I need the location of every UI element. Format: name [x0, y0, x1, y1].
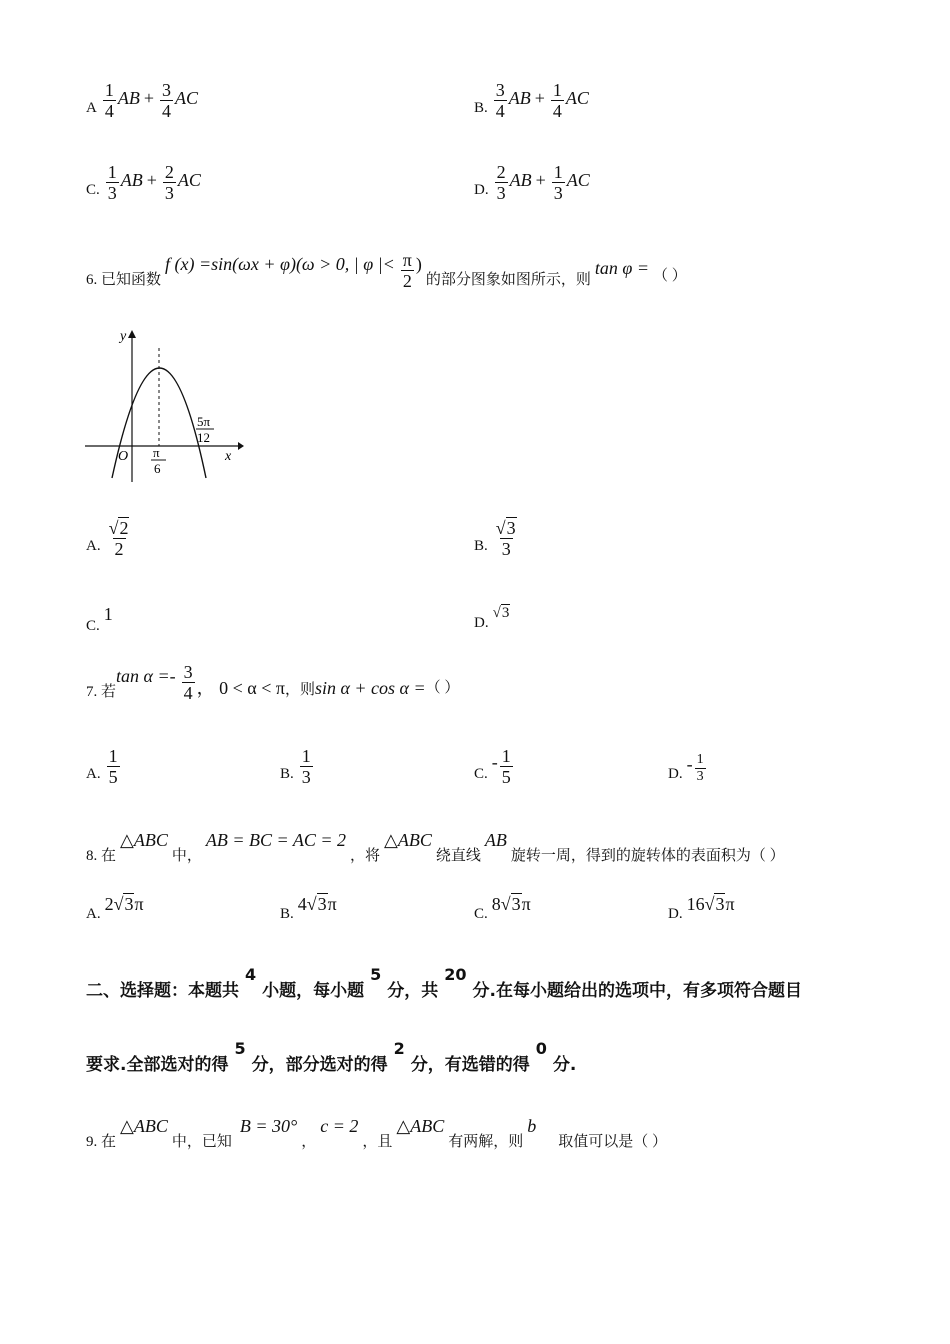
- triangle-abc: △ABC: [120, 830, 168, 850]
- pi-over-2: $\frac{\pi}{2}$: [402, 250, 412, 291]
- option-label: B.: [280, 766, 294, 783]
- coef-frac: $\frac{1}{3}$: [107, 162, 117, 203]
- triangle-abc: △ABC: [384, 830, 432, 850]
- triangle-abc: △ABC: [120, 1116, 168, 1136]
- question-number: 8. 在: [86, 848, 117, 864]
- question-6: 6. 已知函数 f (x) =sin(ωx + φ)(ω > 0, | φ |< $\frac{\pi}{2}$ ) 的部分图象如图所示，则 tan φ = （ ）: [86, 250, 687, 291]
- axis-x-label: x: [225, 449, 232, 464]
- question-7: 7. 若tan α =- $\frac{3}{4}$ ， 0 < α < π，则sin α + cos α =（ ）: [86, 662, 460, 703]
- question-number: 7. 若: [86, 684, 117, 701]
- side-b: b: [527, 1116, 537, 1136]
- coef-frac: $\frac{1}{3}$: [553, 162, 563, 203]
- section-2-line-2: 要求.全部选对的得5分，部分选对的得2分，有选错的得0分.: [86, 1039, 577, 1075]
- coef-frac: $\frac{1}{4}$: [104, 80, 114, 121]
- vector-ac: AC: [175, 88, 199, 109]
- option-label: B.: [280, 906, 294, 922]
- q7-option-d: D. - $\frac{1}{3}$: [668, 752, 704, 784]
- q6-option-d: [474, 604, 510, 631]
- question-8: 8. 在 △ABC 中， AB = BC = AC = 2 ，将 △ABC 绕直线 AB 旋转一周，得到的旋转体的表面积为（ ）: [86, 830, 785, 864]
- option-label: C.: [86, 182, 100, 199]
- vector-ab: AB: [508, 88, 531, 109]
- minus-3-over-4: $\frac{3}{4}$: [183, 662, 193, 703]
- q5-option-c: C. $\frac{1}{3}$ AB + $\frac{2}{3}$ AC: [86, 162, 201, 203]
- tick-5pi12-den: 12: [197, 430, 210, 445]
- vector-ab: AB: [509, 170, 532, 191]
- frac-1-5: $\frac{1}{5}$: [108, 746, 118, 787]
- tick-5pi12-num: 5π: [197, 414, 211, 429]
- tick-pi6-den: 6: [154, 461, 161, 476]
- frac-minus-1-5: $\frac{1}{5}$: [501, 746, 511, 787]
- option-label: A.: [86, 766, 101, 783]
- question-text: 的部分图象如图所示，则: [425, 272, 591, 289]
- option-label: A: [86, 100, 97, 117]
- vector-ac: AC: [565, 88, 589, 109]
- question-number: 9. 在: [86, 1134, 117, 1150]
- q5-option-d: D. $\frac{2}{3}$ AB + $\frac{1}{3}$ AC: [474, 162, 590, 203]
- q6-option-b: [474, 518, 521, 559]
- q8-option-d: D. 16√3π: [668, 894, 735, 922]
- q8-option-a: A. 2√3π: [86, 894, 144, 922]
- tan-alpha: tan α =-: [116, 666, 176, 687]
- origin-label: O: [118, 449, 129, 464]
- sqrt3-over-3: $\frac{√3}{3}$: [495, 518, 516, 559]
- coef-frac: $\frac{3}{4}$: [162, 80, 171, 121]
- coef-frac: $\frac{2}{3}$: [496, 162, 506, 203]
- option-label: D.: [668, 766, 683, 783]
- vector-ab: AB: [117, 88, 140, 109]
- vector-ab: AB: [120, 170, 143, 191]
- option-value: 1: [103, 604, 113, 624]
- coef-frac: $\frac{3}{4}$: [495, 80, 505, 121]
- option-label: D.: [474, 182, 489, 199]
- q7-option-a: [86, 746, 122, 787]
- option-label: B.: [474, 538, 488, 555]
- q6-option-c: [86, 604, 113, 634]
- option-label: A.: [86, 538, 101, 555]
- vector-ac: AC: [566, 170, 590, 191]
- triangle-abc: △ABC: [396, 1116, 445, 1136]
- sin-plus-cos: sin α + cos α =: [314, 678, 426, 699]
- axis-y-label: y: [120, 329, 127, 344]
- q8-option-b: B. 4√3π: [280, 894, 337, 922]
- option-label: D.: [474, 615, 489, 631]
- function-expr: f (x) =sin(ωx + φ)(ω > 0, | φ |<: [165, 254, 395, 275]
- sqrt3: √3: [492, 605, 510, 621]
- option-label: B.: [474, 100, 488, 117]
- condition: ， 0 < α < π: [196, 678, 285, 699]
- side-c: c = 2: [320, 1116, 359, 1136]
- q8-option-c: C. 8√3π: [474, 894, 531, 922]
- q5-option-a: A $\frac{1}{4}$ AB + $\frac{3}{4}$ AC: [86, 80, 199, 121]
- q7-option-b: [280, 746, 315, 787]
- line-ab: AB: [484, 830, 507, 850]
- option-label: C.: [474, 906, 488, 922]
- vector-ac: AC: [177, 170, 201, 191]
- coef-frac: $\frac{2}{3}$: [164, 162, 174, 203]
- option-label: C.: [474, 766, 488, 783]
- angle-b: B = 30°: [239, 1116, 298, 1136]
- option-label: A.: [86, 906, 101, 922]
- q7-option-c: C. - $\frac{1}{5}$: [474, 746, 511, 787]
- frac-1-3: $\frac{1}{3}$: [301, 746, 311, 787]
- side-equation: AB = BC = AC = 2: [205, 830, 346, 850]
- answer-paren: （ ）: [425, 680, 460, 697]
- q5-option-b: B. $\frac{3}{4}$ AB + $\frac{1}{4}$ AC: [474, 80, 589, 121]
- option-label: D.: [668, 906, 683, 922]
- frac-minus-1-3: $\frac{1}{3}$: [696, 752, 704, 784]
- option-label: C.: [86, 618, 100, 634]
- coef-frac: $\frac{1}{4}$: [552, 80, 562, 121]
- question-9: 9. 在 △ABC 中，已知 B = 30° ， c = 2 ，且 △ABC 有两解，则 b 取值可以是（ ）: [86, 1116, 668, 1150]
- tick-pi6-num: π: [153, 445, 160, 460]
- sqrt2-over-2: $\frac{√2}{2}$: [108, 518, 129, 559]
- sine-graph: [80, 322, 250, 487]
- tan-phi: tan φ =: [594, 258, 650, 279]
- answer-paren: （ ）: [653, 268, 687, 285]
- section-2-line-1: 二、选择题：本题共4小题，每小题5分，共20分.在每小题给出的选项中，有多项符合题目: [86, 965, 803, 1001]
- question-number: 6. 已知函数: [86, 272, 162, 289]
- q6-option-a: [86, 518, 133, 559]
